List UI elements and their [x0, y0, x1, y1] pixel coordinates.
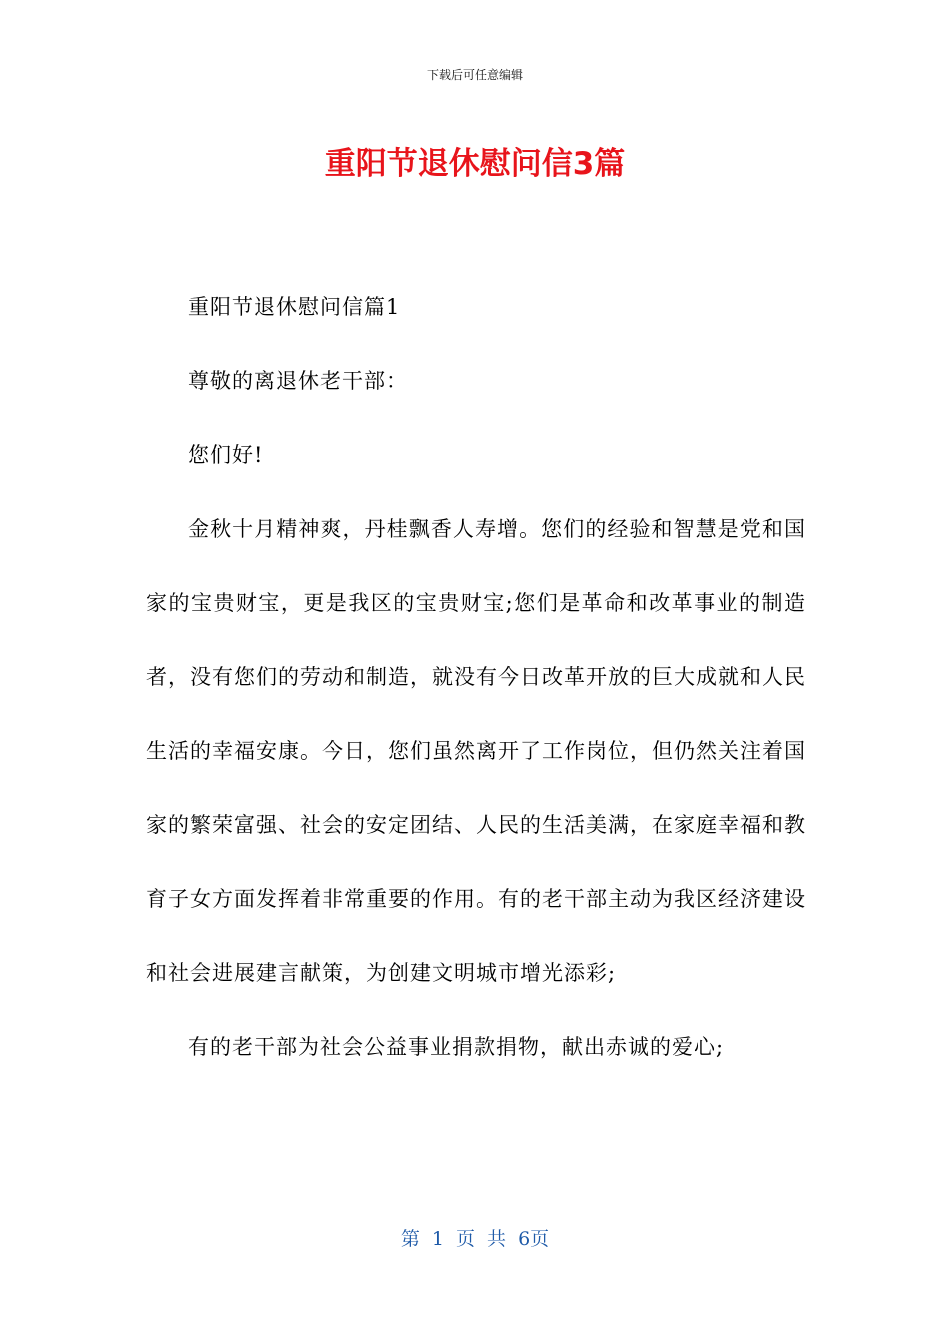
document-body: [146, 270, 806, 1084]
page-number-footer: 第 1 页 共 6页: [400, 1228, 550, 1250]
greeting: 您们好!: [188, 443, 264, 467]
body-paragraph: 有的老干部为社会公益事业捐款捐物，献出赤诚的爱心;: [188, 1035, 725, 1059]
header-note: 下载后可任意编辑: [426, 68, 523, 82]
document-title: 重阳节退休慰问信3篇: [324, 146, 626, 182]
section-heading: 重阳节退休慰问信篇1: [188, 295, 401, 319]
body-paragraph: 金秋十月精神爽，丹桂飘香人寿增。您们的经验和智慧是党和国家的宝贵财宝，更是我区的宝贵财宝;您们是革命和改革事业的制造者，没有您们的劳动和制造，就没有今日改革开放的巨大成就和人民生活的幸福安康。今日，您们虽然离开了工作岗位，但仍然关注着国家的繁荣富强、社会的安定团结、人民的生活美满，在家庭幸福和教育子女方面发挥着非常重要的作用。有的老干部主动为我区经济建设和社会进展建言献策，为创建文明城市增光添彩;: [146, 517, 806, 985]
salutation: 尊敬的离退休老干部：: [188, 369, 408, 393]
